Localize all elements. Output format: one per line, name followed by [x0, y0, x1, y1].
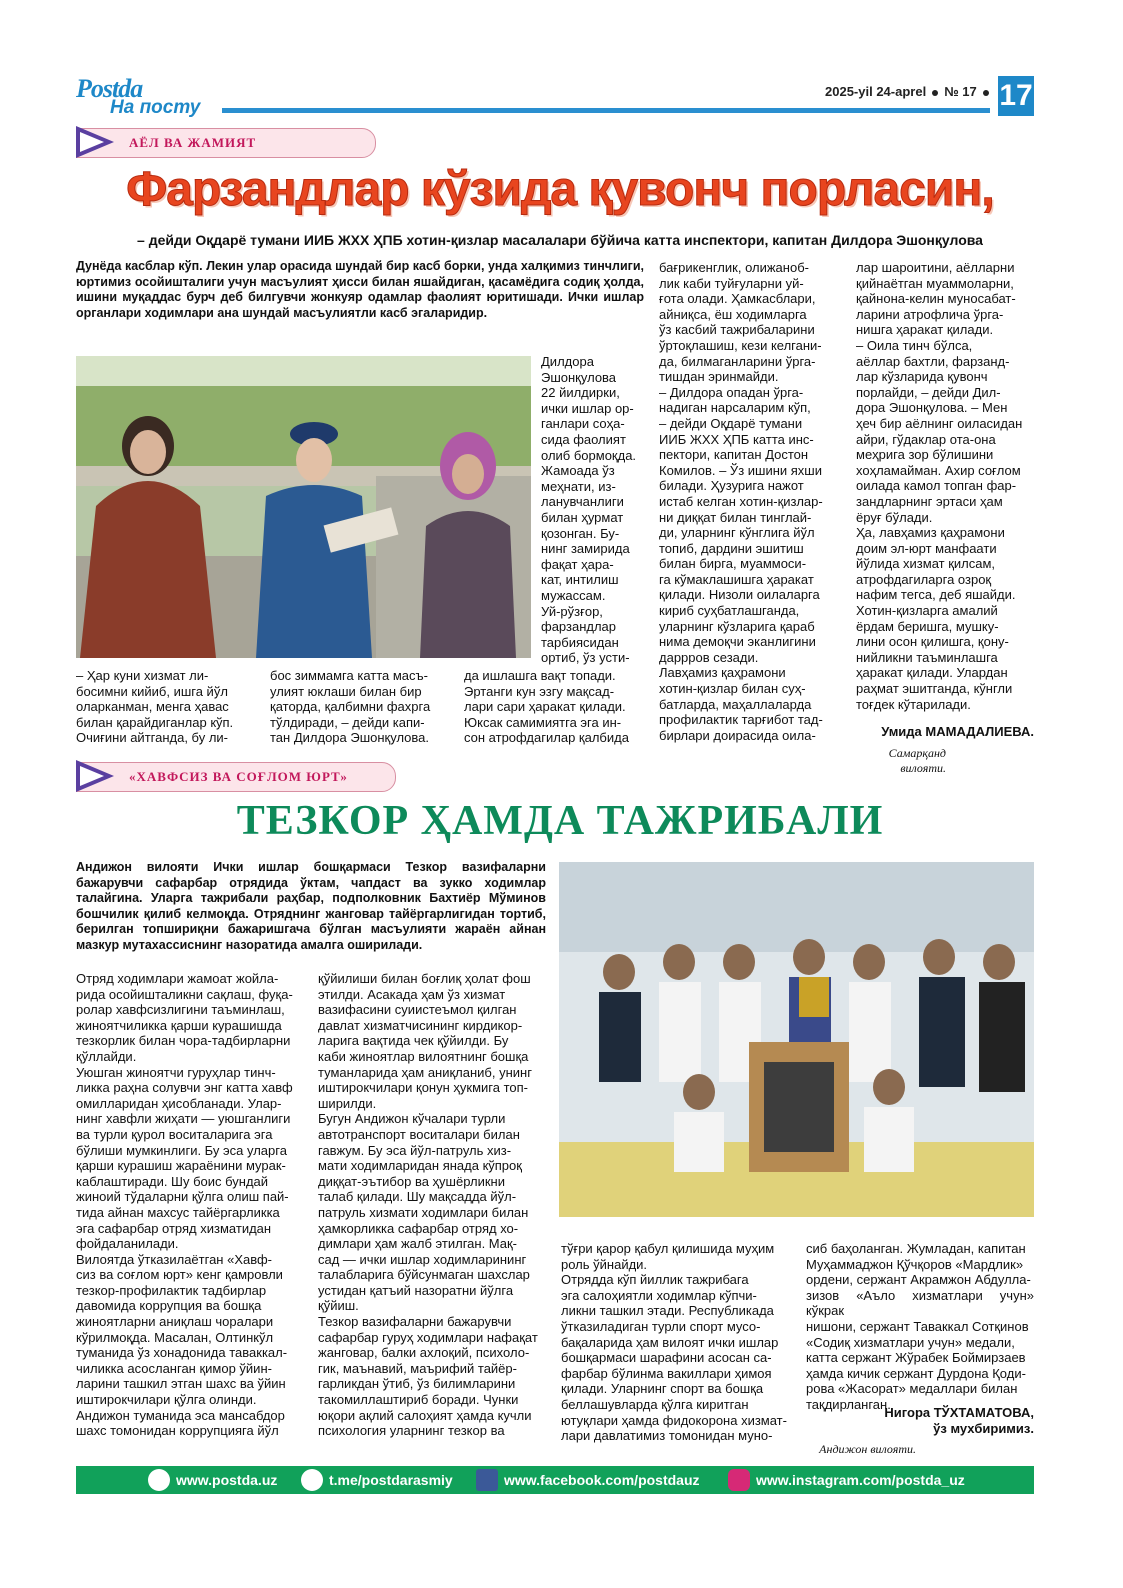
article1-column-5: лар шароитини, аёлларни қийнаётган муаммоларни, қайнона-келин муносабат- ларини атрофлича ўрга- нишга ҳаракат қилади. – Оила тинч бўлса, аёллар бахтли, фарзанд- лар кўзларида қувонч порлайди, – дейди Дил- дора Эшонқулова. – Мен ҳеч бир аёлнинг оиласидан айри, гўдаклар ота-она меҳрига зор бўлишини хоҳламайман. Ахир соғлом оилада камол топган фар- зандларнинг эртаси ҳам ёруғ бўлади. Ҳа, лавҳамиз қаҳрамони доим эл-юрт манфаати йўлида хизмат қилсам, атрофдагиларга озроқ нафим тегса, деб яшайди. Хотин-қизларга амалий ёрдам беришга, мушку- лини осон қилишга, қону- нийликни таъминлашга ҳаракат қилади. Улардан раҳмат эшитганда, кўнгли тоғдек кўтарилади. — [856, 260, 1023, 712]
page-number: 17 — [998, 76, 1034, 116]
article2-column-1: Отряд ходимлари жамоат жойла- рида осойишталикни сақлаш, фуқа- ролар хавфсизлигини таъминлаш, жиноятчиликка қарши курашишда тезкорлик билан чора-тадбирларни қўллайди. Уюшган жиноятчи гуруҳлар тинч- ликка раҳна солувчи энг катта хавф омилларидан ҳисобланади. Улар- нинг хавфли жиҳати — уюшганлиги ва турли қурол воситаларига эга бўлиши мумкинлиги. Бу эса уларга қарши курашиш жараёнини мурак- каблаштиради. Шу боис бундай жиноий тўдаларни қўлга олиш пай- тида айнан махсус тайёргарликка эга сафарбар отряд хизматидан фойдаланилади. Вилоятда ўтказилаётган «Хавф- сиз ва соғлом юрт» кенг қамровли тезкор-профилактик тадбирлар давомида коррупция ва бошқа жиноятларни аниқлаш чоралари кўрилмоқда. Масалан, Олтинкўл туманида ўз хонадонида таваккал- чиликка асосланган қимор ўйин- ларини ташкил этган шахс ва ўйин иштирокчилари қўлга олинди. Андижон туманида эса мансабдор шахс томонидан коррупцияга йўл — [76, 971, 293, 1439]
facebook-icon — [476, 1469, 498, 1491]
team-group-photo-icon — [559, 862, 1034, 1217]
article1-column-4: бағрикенглик, олижаноб- лик каби туйғуларни уй- ғота олади. Ҳамкасблари, айниқса, ёш ходимларга ўз касбий тажрибаларини ўртоқлашиш, кези келгани- да, билмаганларини ўрга- тишдан эринмайди. – Дилдора опадан ўрга- надиган нарсаларим кўп, – дейди Оқдарё тумани ИИБ ЖХХ ҲПБ катта инс- пектори, капитан Достон Комилов. – Ўз ишини яхши билади. Ҳузурига нажот истаб келган хотин-қизлар- ни диққат билан тинглай- ди, уларнинг кўнглига йўл топиб, дардини эшитиш билан бирга, муаммоси- га кўмаклашишга ҳаракат қилади. Низоли оилаларга кириб суҳбатлашганда, уларнинг кўзларига қараб нима демоқчи эканлигини даррров сезади. Лавҳамиз қаҳрамони хотин-қизлар билан суҳ- батларда, маҳаллаларда профилактик тарғибот тад- бирлари доирасида оила- — [659, 260, 823, 743]
rubric-triangle-inner-icon — [80, 132, 104, 152]
article1-title: Фарзандлар кўзида қувонч порласин, — [126, 163, 994, 216]
logo-postda: Postda — [76, 74, 143, 103]
dot-separator — [983, 90, 989, 96]
article2-lead: Андижон вилояти Ички ишлар бошқармаси Тезкор вазифаларни бажарувчи сафарбар отрядида ўктам, чапдаст ва зукко ходимлар талайгина. Уларга тажрибали раҳбар, подполковник Бахтиёр Мўминов бошчилик қилиб келмоқда. Отряднинг жанговар тайёргарлигидан тортиб, берилган топшириқни бажаришгача бўлган масъулияти жараён айнан мазкур мутахассиснинг назоратида амалга оширилади. — [76, 860, 546, 952]
article1-subtitle: – дейди Оқдарё тумани ИИБ ЖХХ ҲПБ хотин-қизлар масалалари бўйича катта инспектори, капитан Дилдора Эшонқулова — [137, 232, 983, 248]
article1-place: Самарқанд вилояти. — [888, 746, 946, 775]
article1-author: Умида МАМАДАЛИЕВА. — [881, 724, 1034, 739]
telegram-icon — [301, 1469, 323, 1491]
article2-author: Нигора ТЎХТАМАТОВА, ўз мухбиримиз. — [884, 1405, 1034, 1436]
article1-photo — [76, 356, 531, 658]
footer-instagram-link[interactable]: www.instagram.com/postda_uz — [756, 1472, 965, 1488]
article1-column-2: бос зиммамга катта масъ- улият юклаши билан бир қаторда, қалбимни фахрга тўлдиради, – дейди капи- тан Дилдора Эшонқулова. — [270, 668, 431, 746]
rubric-triangle-inner-icon — [80, 766, 104, 786]
footer-website-link[interactable]: www.postda.uz — [176, 1472, 278, 1488]
footer-bar — [76, 1466, 1034, 1494]
article2-column-2: қўйилиши билан боғлиқ ҳолат фош этилди. Асакада ҳам ўз хизмат вазифасини суиистеъмол қилган давлат хизматчисининг кирдикор- ларига вақтида чек қўйилди. Бу каби жиноятлар вилоятнинг бошқа туманларида ҳам аниқланиб, унинг иштирокчилари қонун ҳукмига топ- ширилди. Бугун Андижон кўчалари турли автотранспорт воситалари билан гавжум. Бу эса йўл-патруль хиз- мати ходимларидан янада кўпроқ диққат-эътибор ва ҳушёрликни талаб қилади. Шу мақсадда йўл- патруль хизмати ходимлари билан ҳамкорликка сафарбар отряд хо- димлари ҳам жалб этилган. Мақ- сад — ички ишлар ходимларининг талабларига бўйсунмаган шахслар устидан қатъий назоратни йўлга қўйиш. Тезкор вазифаларни бажарувчи сафарбар гуруҳ ходимлари нафақат жанговар, балки ахлоқий, психоло- гик, маънавий, маърифий тайёр- гарликдан ўтиб, ўз билимларини такомиллаштириб боради. Чунки юқори ақлий салоҳият ҳамда кучли психология уларнинг тезкор ва — [318, 971, 538, 1439]
article2-place: Андижон вилояти. — [819, 1442, 916, 1456]
footer-facebook-link[interactable]: www.facebook.com/postdauz — [504, 1472, 700, 1488]
footer-telegram-link[interactable]: t.me/postdarasmiy — [329, 1472, 453, 1488]
rubric-xavfsiz-va-sogʻlom-yurt: «ХАВФСИЗ ВА СОҒЛОМ ЮРТ» — [76, 762, 396, 792]
header-rule — [222, 108, 990, 113]
women-meeting-photo-icon — [76, 356, 531, 658]
issue-date: 2025-yil 24-aprel — [825, 84, 927, 99]
article1-side-text: Дилдора Эшонқулова 22 йилдирки, ички ишлар ор- ганлари соҳа- сида фаолият олиб бормоқда. Жамоада ўз меҳнати, из- ланувчанлиги билан ҳурмат қозонган. Бу- нинг замирида фақат ҳара- кат, интилиш мужассам. Уй-рўзғор, фарзандлар тарбиясидан ортиб, ўз усти- — [541, 354, 637, 666]
article2-photo — [559, 862, 1034, 1217]
issue-info — [825, 84, 995, 99]
instagram-icon — [728, 1469, 750, 1491]
issue-number: № 17 — [944, 84, 977, 99]
article1-column-3: да ишлашга вақт топади. Эртанги кун эзгу мақсад- лари сари ҳаракат қилади. Юксак самимиятга эга ин- сон атрофдагилар қалбида — [464, 668, 629, 746]
article2-title: ТЕЗКОР ҲАМДА ТАЖРИБАЛИ — [236, 798, 884, 844]
article2-column-3: тўғри қарор қабул қилишида муҳим роль ўйнайди. Отрядда кўп йиллик тажрибага эга салоҳиятли ходимлар кўпчи- ликни ташкил этади. Республикада ўтказиладиган турли спорт мусо- бақаларида ҳам вилоят ички ишлар бошқармаси шарафини асосан са- фарбар бўлинма вакиллари ҳимоя қилади. Уларнинг спорт ва бошқа беллашувларда қўлга киритган ютуқлари ҳамда фидокорона хизмат- лари давлатимиз томонидан муно- — [561, 1241, 787, 1444]
article1-column-1: – Ҳар куни хизмат ли- босимни кийиб, ишга йўл оларканман, менга ҳавас билан қарайдиганлар кўп. Очиғини айтганда, бу ли- — [76, 668, 234, 746]
globe-icon — [148, 1469, 170, 1491]
dot-separator — [932, 90, 938, 96]
rubric-ayol-va-jamiyat: АЁЛ ВА ЖАМИЯТ — [76, 128, 376, 158]
article2-column-4: сиб баҳоланган. Жумладан, капитан Муҳаммаджон Қўчқоров «Мардлик» ордени, сержант Акрамжон Абдулла- зизов «Аъло хизматлари учун» кўкрак нишони, сержант Таваккал Сотқинов «Содиқ хизматлари учун» медали, катта сержант Жўрабек Боймирзаев ҳамда кичик сержант Дурдона Қоди- рова «Жасорат» медаллари билан тақдирланган. — [806, 1241, 1034, 1412]
article1-lead: Дунёда касблар кўп. Лекин улар орасида шундай бир касб борки, унда халқимиз тинчлиги, юртимиз осойишталиги учун масъулият ҳисси билан яшайдиган, қасамёдига содиқ ҳолда, ишини муқаддас бурч деб билгувчи жонкуяр одамлар фаолият юритишади. Ички ишлар органлари ходимлари ана шундай масъулиятли касб эгаларидир. — [76, 259, 644, 320]
logo-na-postu: На посту — [110, 97, 201, 118]
